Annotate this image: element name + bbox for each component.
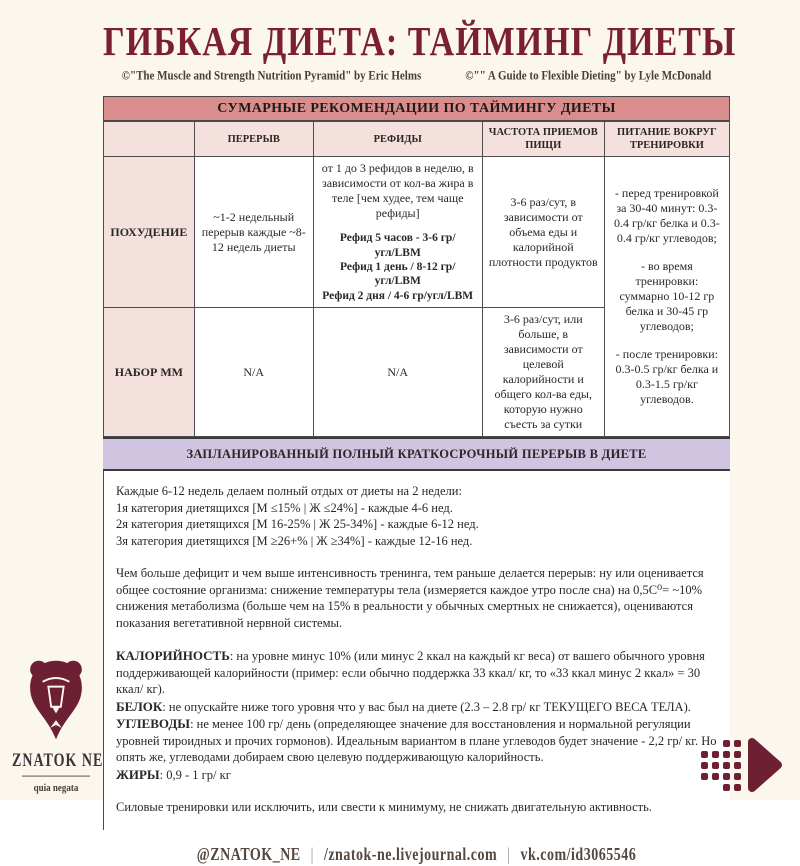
macro-protein: БЕЛОК: не опускайте ниже того уровня что у вас был на диете (2.3 – 2.8 гр/ кг ТЕКУЩЕГО ВЕСА ТЕЛА). <box>116 698 691 714</box>
corner-cell <box>104 122 195 157</box>
credit-lyle-mcdonald: ©"" A Guide to Flexible Dieting" by Lyle McDonald <box>465 69 712 83</box>
summary-table-title-band <box>103 96 730 121</box>
diet-break-body <box>103 471 730 830</box>
cell-loss-break: ~1-2 недельный перерыв каждые ~8-12 недель диеты <box>194 157 313 308</box>
macro-fats: ЖИРЫ: 0,9 - 1 гр/ кг <box>116 766 231 782</box>
brand-motto: quia negata <box>22 776 90 794</box>
summary-table <box>103 121 730 437</box>
row-label-muscle-gain: НАБОР ММ <box>104 308 195 437</box>
bear-icon <box>19 655 93 747</box>
page-title: ГИБКАЯ ДИЕТА: ТАЙМИНГ ДИЕТЫ <box>103 19 737 65</box>
credits-row <box>103 69 730 82</box>
deficit-paragraph: Чем больше дефицит и чем выше интенсивность тренинга, тем раньше делается перерыв: ну или оценивается общее состояние организма: снижение температуры тела (измеряется каждое утро после сна) на 0,5С⁰= ~10% снижения метаболизма (больше чем на 15% в реальности у обычных смертных не снижается), оцениваются показания вегетативной нервной системы. <box>116 566 704 630</box>
summary-table-header-row <box>104 122 730 157</box>
refeed-1day: Рефид 1 день / 8-12 гр/угл/LBM <box>340 261 456 288</box>
closing-note: Силовые тренировки или исключить, или свести к минимуму, не снижать двигательную активность. <box>116 800 652 815</box>
refeeds-intro: от 1 до 3 рефидов в неделю, в зависимости от кол-ва жира в теле [чем худее, тем чаще рефиды] <box>321 161 474 221</box>
footer-blog-link[interactable]: /znatok-ne.livejournal.com <box>323 845 498 865</box>
summary-table-title: СУМАРНЫЕ РЕКОМЕНДАЦИИ ПО ТАЙМИНГУ ДИЕТЫ <box>217 101 616 116</box>
brand-name: ZNATOK NE <box>12 751 104 772</box>
diet-category-3: 3я категория диетящихся [М ≥26+% | Ж ≥34%] - каждые 12-16 нед. <box>116 533 473 548</box>
play-arrow-icon <box>746 736 784 794</box>
cell-loss-refeeds <box>313 157 482 308</box>
table-row-weight-loss <box>104 157 730 308</box>
diet-break-title: ЗАПЛАНИРОВАННЫЙ ПОЛНЫЙ КРАТКОСРОЧНЫЙ ПЕРЕРЫВ В ДИЕТЕ <box>186 447 647 462</box>
macros-block <box>116 647 722 783</box>
footer-separator: | <box>310 845 314 865</box>
dot-grid-icon <box>701 740 741 791</box>
cell-gain-break: N/A <box>194 308 313 437</box>
cell-gain-meal-frequency: 3-6 раз/сут, или больше, в зависимости от целевой калорийности и общего кол-ва еды, которую нужно съесть за сутки <box>482 308 604 437</box>
footer-vk-link[interactable]: vk.com/id3065546 <box>520 845 637 865</box>
znatok-logo <box>12 655 104 794</box>
credit-eric-helms: ©"The Muscle and Strength Nutrition Pyramid" by Eric Helms <box>121 69 422 83</box>
diet-category-2: 2я категория диетящихся [М 16-25% | Ж 25-34%] - каждые 6-12 нед. <box>116 517 479 532</box>
row-label-weight-loss: ПОХУДЕНИЕ <box>104 157 195 308</box>
workout-after: - после тренировки: 0.3-0.5 гр/кг белка и 0.3-1.5 гр/кг углеводов. <box>615 347 719 407</box>
footer-separator: | <box>507 845 511 865</box>
cell-gain-refeeds: N/A <box>313 308 482 437</box>
content-column <box>103 0 737 865</box>
column-header-meal-frequency: ЧАСТОТА ПРИЕМОВ ПИЩИ <box>482 122 604 157</box>
cell-workout-nutrition <box>604 157 729 437</box>
column-header-workout-nutrition: ПИТАНИЕ ВОКРУГ ТРЕНИРОВКИ <box>604 122 729 157</box>
diet-break-title-band <box>103 437 730 471</box>
workout-during: - во время тренировки: суммарно 10-12 гр белка и 30-45 гр углеводов; <box>619 259 715 334</box>
workout-before: - перед тренировкой за 30-40 минут: 0.3-0.4 гр/кг белка и 0.3-0.4 гр/кг углеводов; <box>614 186 720 246</box>
diet-break-intro: Каждые 6-12 недель делаем полный отдых от диеты на 2 недели: <box>116 484 462 499</box>
cell-loss-meal-frequency: 3-6 раз/сут, в зависимости от объема еды и калорийной плотности продуктов <box>482 157 604 308</box>
footer-links <box>103 846 730 866</box>
footer-handle[interactable]: @ZNATOK_NE <box>196 845 301 865</box>
diet-category-1: 1я категория диетящихся [М ≤15% | Ж ≤24%] - каждые 4-6 нед. <box>116 500 453 515</box>
macro-calories: КАЛОРИЙНОСТЬ: на уровне минус 10% (или минус 2 ккал на каждый кг веса) от вашего обычного уровня поддерживающей калорийности (пример: если обычно поддержка 33 ккал/ кг, то «33 ккал минус 2 ккал» = 30 ккал/ кг). <box>116 648 705 697</box>
refeed-2days: Рефид 2 дня / 4-6 гр/угл/LBM <box>322 289 474 302</box>
macro-carbs: УГЛЕВОДЫ: не менее 100 гр/ день (определяющее значение для восстановления и нормальной регуляции уровней тироидных и прочих гормонов). Идеальным вариантом в плане углеводов будет значение - 2,2 гр/ кг. Но опять же, углеводами добираем свою целевую поддерживающую калорийность. <box>116 716 717 765</box>
refeed-5h: Рефид 5 часов - 3-6 гр/угл/LBM <box>339 232 456 259</box>
column-header-break: ПЕРЕРЫВ <box>194 122 313 157</box>
refeed-amounts <box>320 231 476 303</box>
next-arrow[interactable] <box>701 736 784 794</box>
column-header-refeeds: РЕФИДЫ <box>313 122 482 157</box>
